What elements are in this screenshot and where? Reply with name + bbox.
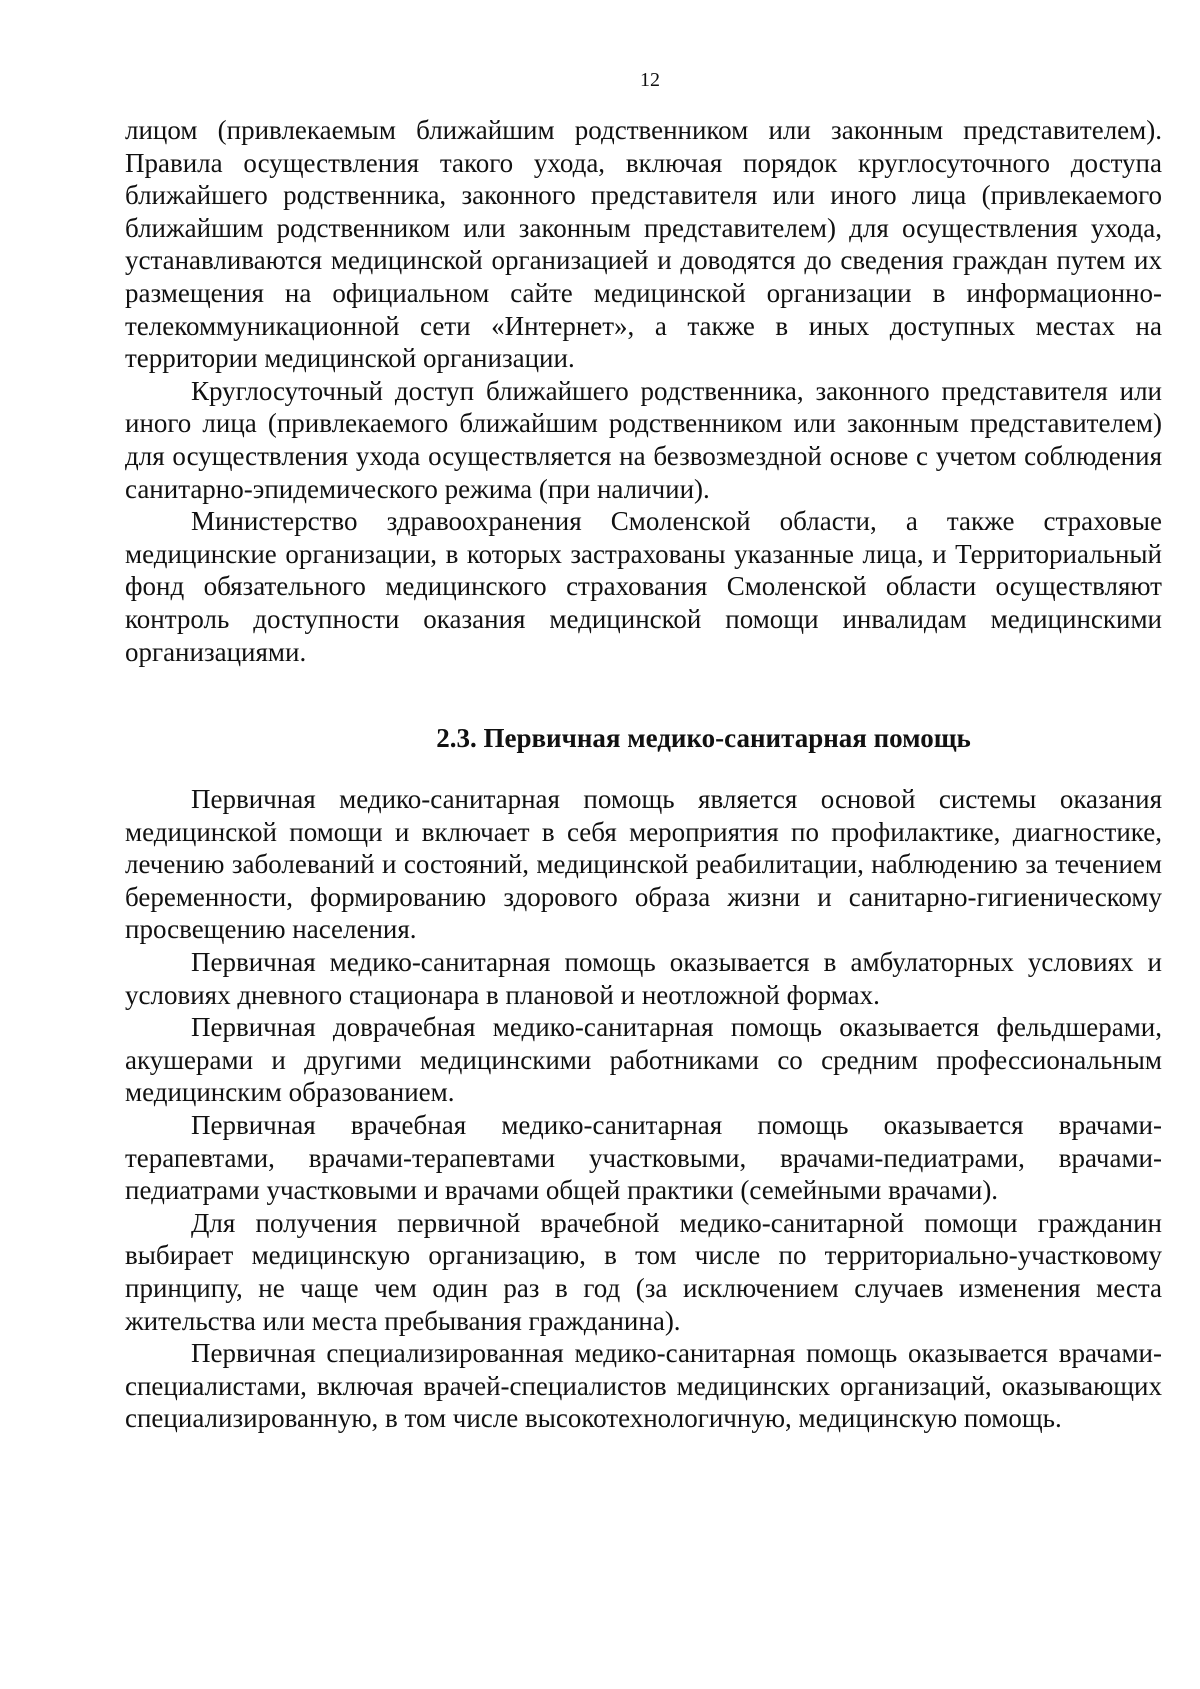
paragraph-primary-care-basis: Первичная медико-санитарная помощь является основой системы оказания медицинской помощи и включает в себя мероприятия по профилактике, диагностике, лечению заболеваний и состояний, медицинской реабилитации, наблюдению за течением беременности, формированию здорового образа жизни и санитарно-гигиеническому просвещению населения. (125, 784, 1162, 945)
paragraph-medical-care-physicians: Первичная врачебная медико-санитарная помощь оказывается врачами-терапевтами, врачами-терапевтами участковыми, врачами-педиатрами, врачами-педиатрами участковыми и врачами общей практики (семейными врачами). (125, 1110, 1162, 1206)
paragraph-choice-of-organization: Для получения первичной врачебной медико-санитарной помощи гражданин выбирает медицинскую организацию, в том числе по территориально-участковому принципу, не чаще чем один раз в год (за исключением случаев изменения места жительства или места пребывания гражданина). (125, 1207, 1162, 1336)
paragraph-continuation: лицом (привлекаемым ближайшим родственником или законным представителем). Правила осуществления такого ухода, включая порядок круглосуточного доступа ближайшего родственника, законного представителя или иного лица (привлекаемого ближайшим родственником или законным представителем) для осуществления ухода, устанавливаются медицинской организацией и доводятся до сведения граждан путем их размещения на официальном сайте медицинской организации в информационно-телекоммуникационной сети «Интернет», а также в иных доступных местах на территории медицинской организации. (125, 115, 1162, 374)
paragraph-ministry-control: Министерство здравоохранения Смоленской области, а также страховые медицинские организации, в которых застрахованы указанные лица, и Территориальный фонд обязательного медицинского страхования Смоленской области осуществляют контроль доступности оказания медицинской помощи инвалидам медицинскими организациями. (125, 506, 1162, 667)
paragraph-primary-care-conditions: Первичная медико-санитарная помощь оказывается в амбулаторных условиях и условиях дневного стационара в плановой и неотложной формах. (125, 947, 1162, 1010)
paragraph-specialized-care: Первичная специализированная медико-санитарная помощь оказывается врачами-специалистами, включая врачей-специалистов медицинских организаций, оказывающих специализированную, в том числе высокотехнологичную, медицинскую помощь. (125, 1338, 1162, 1434)
page-content (125, 114, 1162, 1435)
paragraph-pre-medical-care: Первичная доврачебная медико-санитарная помощь оказывается фельдшерами, акушерами и другими медицинскими работниками со средним профессиональным медицинским образованием. (125, 1012, 1162, 1108)
page-number: 12 (640, 69, 660, 91)
section-heading: 2.3. Первичная медико-санитарная помощь (436, 723, 971, 754)
paragraph-round-the-clock-access: Круглосуточный доступ ближайшего родственника, законного представителя или иного лица (привлекаемого ближайшим родственником или законным представителем) для осуществления ухода осуществляется на безвозмездной основе с учетом соблюдения санитарно-эпидемического режима (при наличии). (125, 375, 1162, 504)
